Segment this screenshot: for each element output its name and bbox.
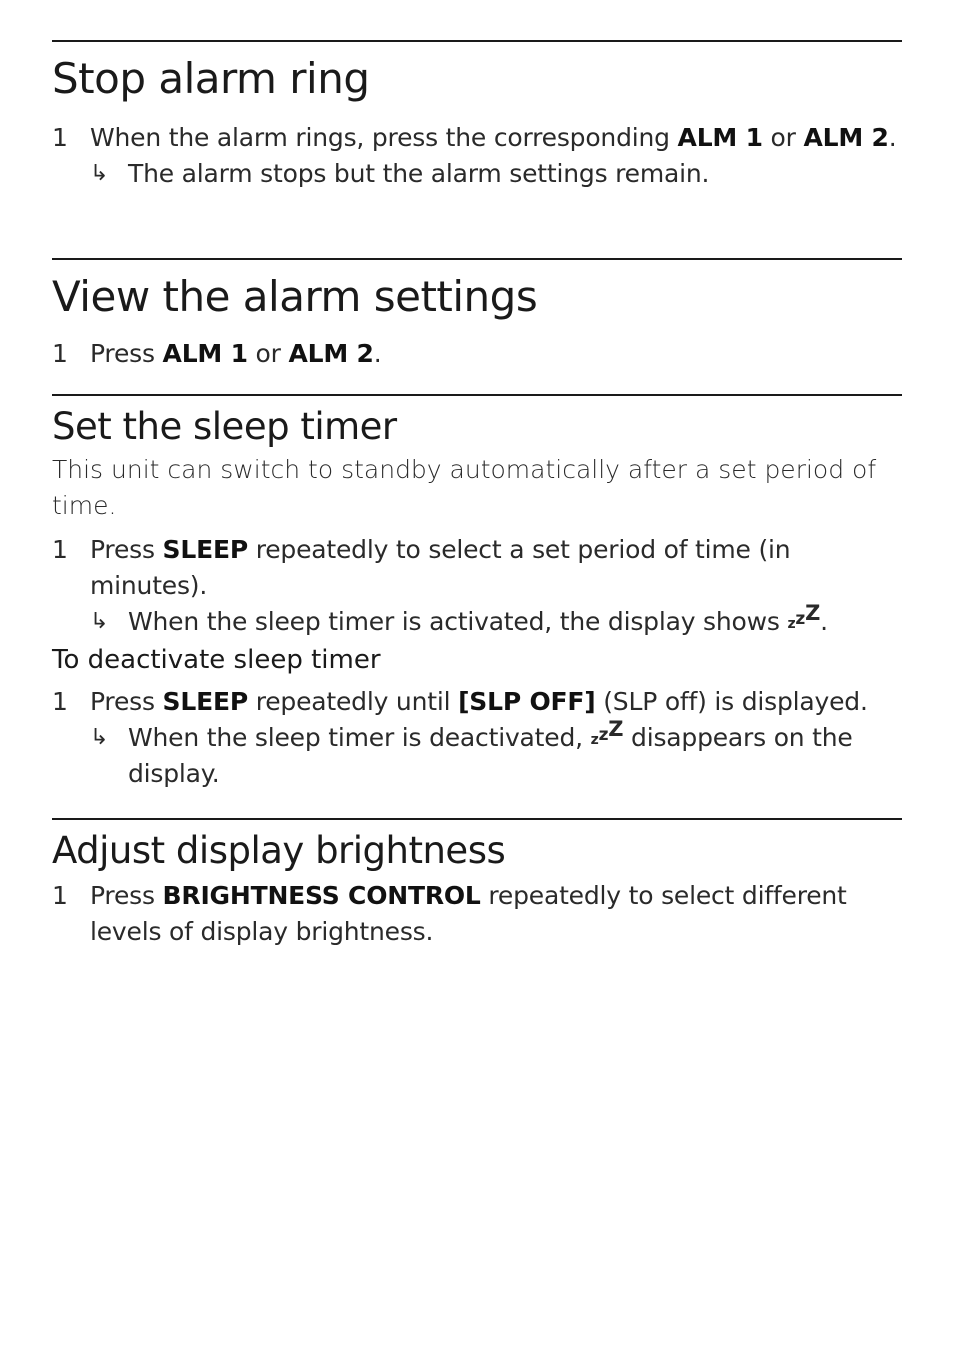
section-view-alarm bbox=[52, 258, 902, 372]
step-number: 1 bbox=[52, 123, 68, 152]
step bbox=[52, 120, 902, 156]
section-sleep-timer bbox=[52, 394, 902, 792]
step-text: Press bbox=[90, 339, 163, 368]
section-title: View the alarm settings bbox=[52, 272, 538, 321]
step-text: Press bbox=[90, 881, 163, 910]
step-number: 1 bbox=[52, 687, 68, 716]
result-text: disappears on the display. bbox=[128, 723, 853, 788]
button-name: ALM 2 bbox=[803, 123, 889, 152]
step-result bbox=[52, 156, 902, 192]
button-name: ALM 2 bbox=[288, 339, 374, 368]
step-text: When the alarm rings, press the corresponding bbox=[90, 123, 678, 152]
subsection-heading: To deactivate sleep timer bbox=[52, 645, 381, 675]
result-text: . bbox=[820, 607, 828, 636]
step-text: or bbox=[762, 123, 804, 152]
step bbox=[52, 878, 902, 950]
step-text: or bbox=[247, 339, 289, 368]
result-arrow-icon: ↳ bbox=[90, 609, 109, 634]
section-stop-alarm bbox=[52, 40, 902, 192]
section-brightness bbox=[52, 818, 902, 950]
step-text: repeatedly to select different levels of display brightness. bbox=[90, 881, 847, 946]
sleep-icon: zzZ bbox=[787, 601, 821, 632]
step-number: 1 bbox=[52, 339, 68, 368]
button-name: SLEEP bbox=[162, 687, 248, 716]
button-name: BRIGHTNESS CONTROL bbox=[162, 881, 481, 910]
section-title: Set the sleep timer bbox=[52, 405, 397, 448]
result-text: The alarm stops but the alarm settings remain. bbox=[128, 159, 710, 188]
step bbox=[52, 532, 902, 604]
section-title: Stop alarm ring bbox=[52, 54, 370, 103]
result-text: When the sleep timer is activated, the display shows bbox=[128, 607, 788, 636]
button-name: ALM 1 bbox=[677, 123, 763, 152]
display-text: [SLP OFF] bbox=[458, 687, 596, 716]
section-intro: This unit can switch to standby automatically after a set period of time. bbox=[52, 455, 877, 520]
step-text: (SLP off) is displayed. bbox=[595, 687, 868, 716]
step-text: Press bbox=[90, 535, 163, 564]
result-arrow-icon: ↳ bbox=[90, 725, 109, 750]
section-title: Adjust display brightness bbox=[52, 829, 506, 872]
step-number: 1 bbox=[52, 535, 68, 564]
button-name: ALM 1 bbox=[162, 339, 248, 368]
step-number: 1 bbox=[52, 881, 68, 910]
step-text: . bbox=[888, 123, 897, 152]
step bbox=[52, 684, 902, 720]
button-name: SLEEP bbox=[162, 535, 248, 564]
step bbox=[52, 336, 902, 372]
manual-page bbox=[52, 40, 902, 950]
step-result bbox=[52, 601, 902, 640]
step-result bbox=[52, 717, 902, 792]
result-arrow-icon: ↳ bbox=[90, 161, 109, 186]
step-text: Press bbox=[90, 687, 163, 716]
step-text: repeatedly until bbox=[247, 687, 459, 716]
step-text: repeatedly to select a set period of time (in minutes). bbox=[90, 535, 791, 600]
result-text: When the sleep timer is deactivated, bbox=[128, 723, 591, 752]
sleep-icon: zzZ bbox=[590, 717, 624, 748]
step-text: . bbox=[373, 339, 382, 368]
